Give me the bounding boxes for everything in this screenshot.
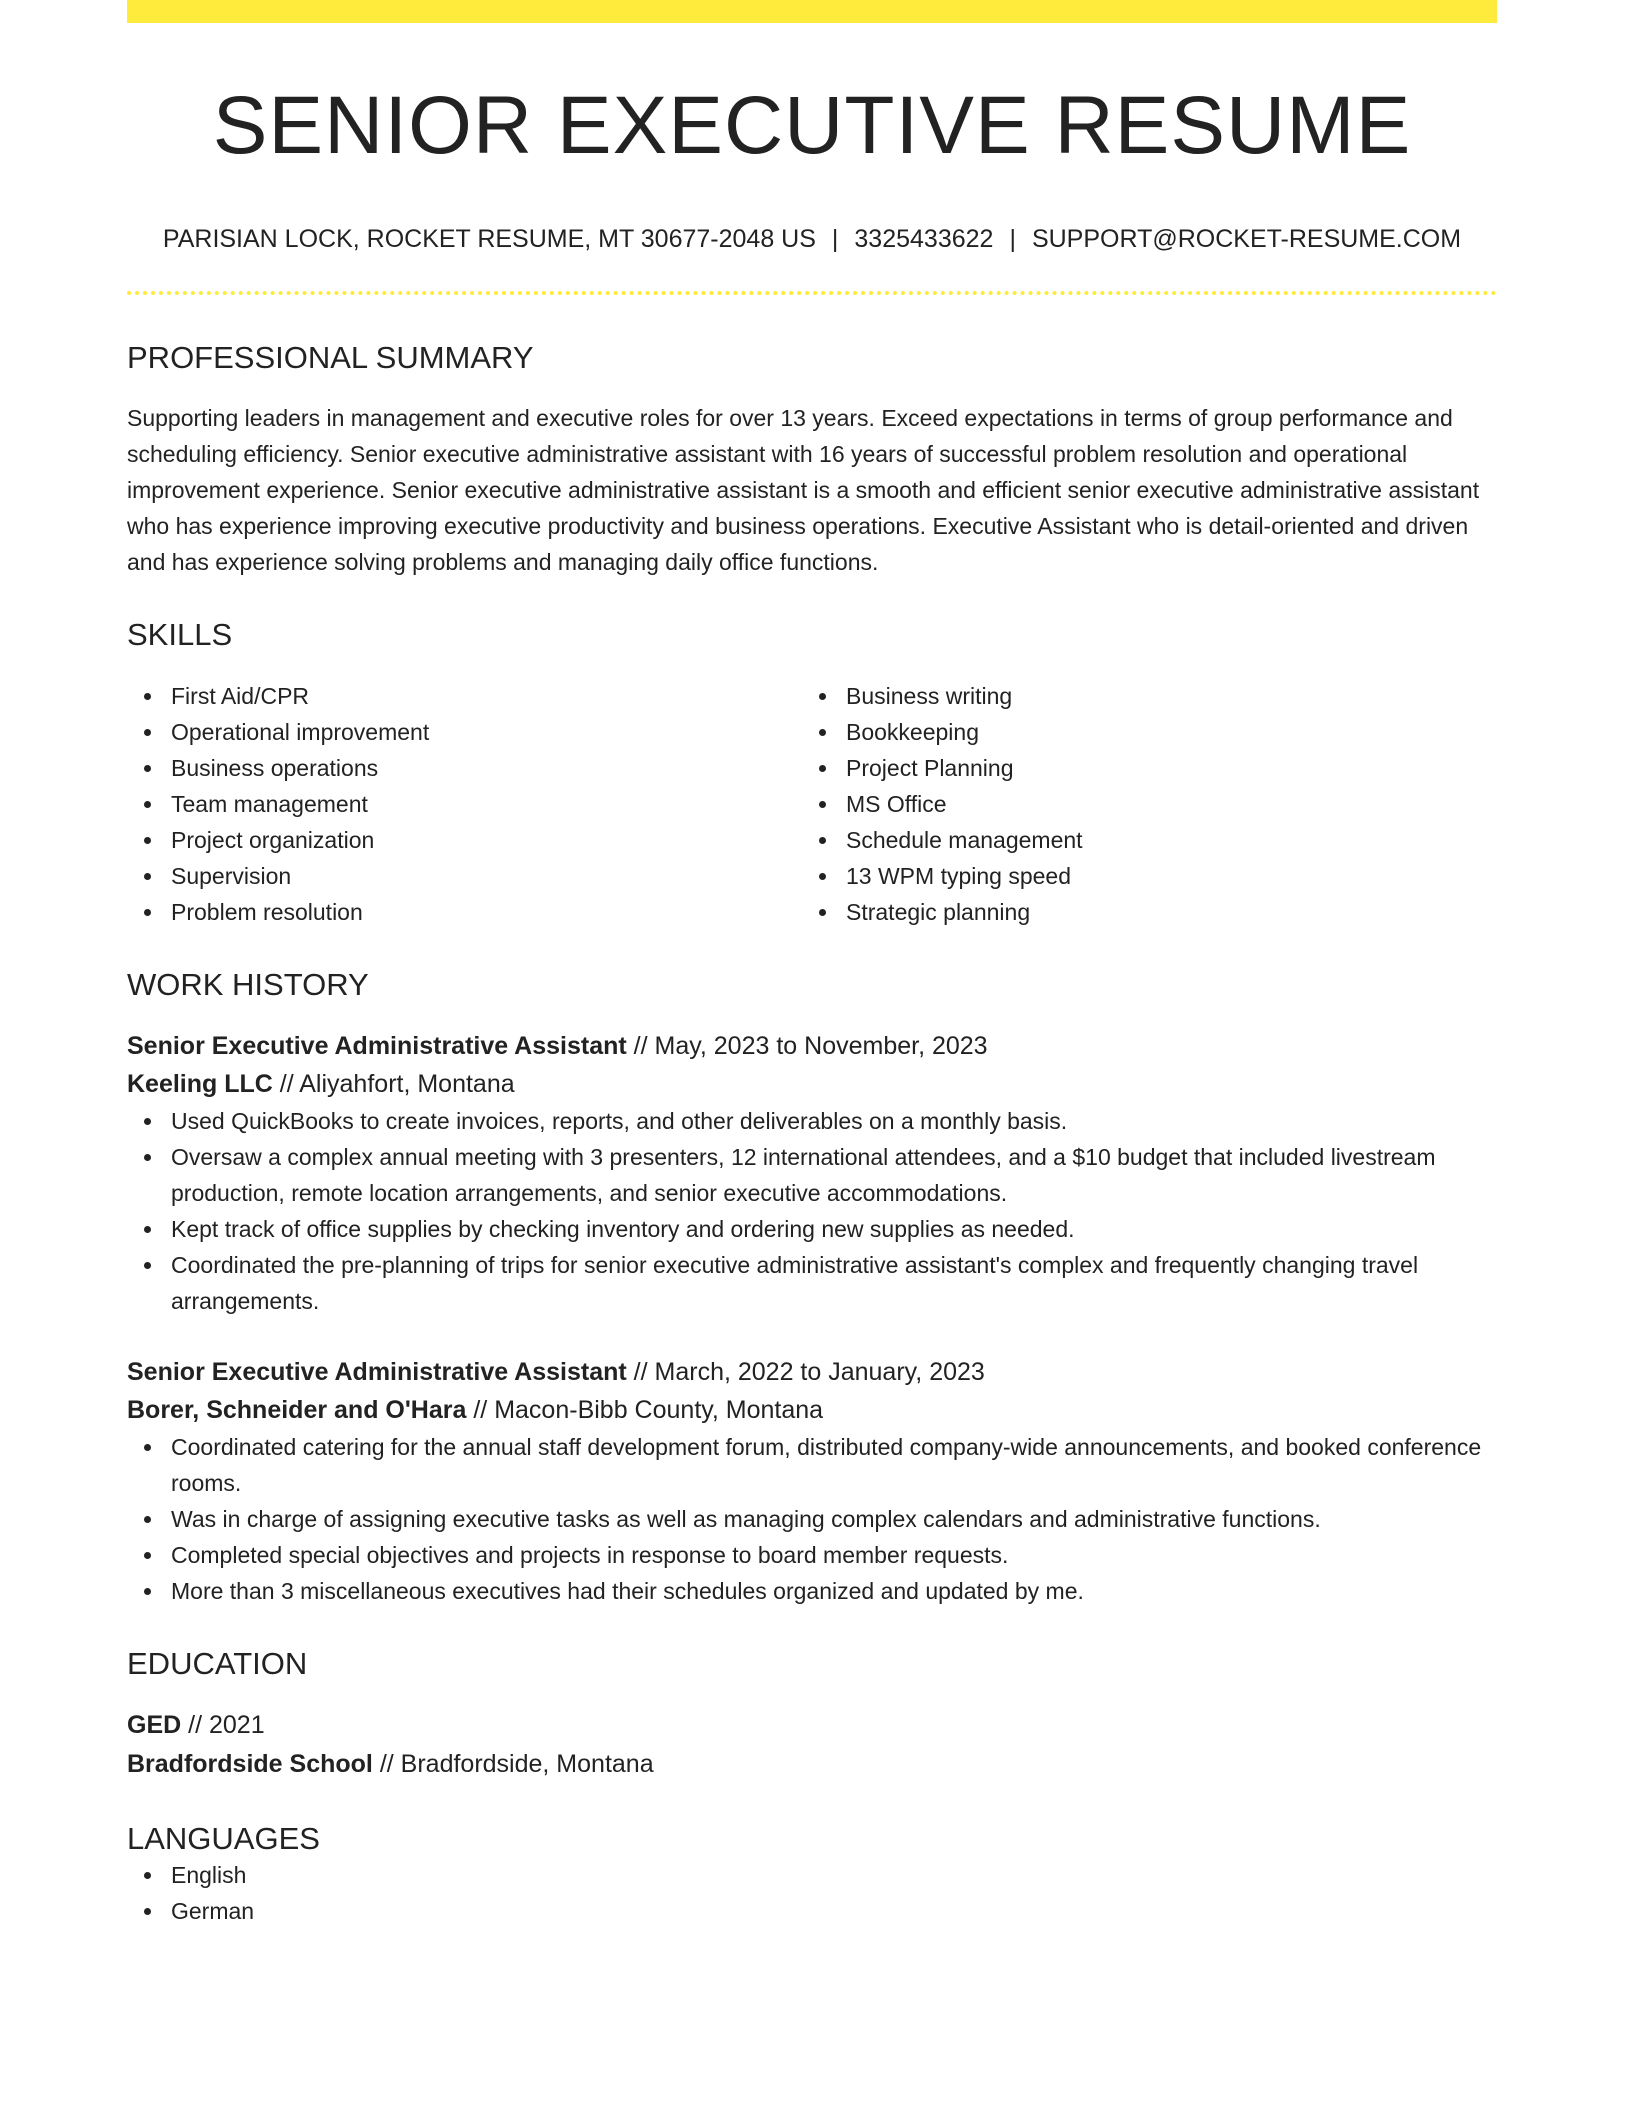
skill-item: 13 WPM typing speed — [846, 858, 1477, 894]
education-year: 2021 — [208, 1710, 265, 1739]
contact-line — [127, 224, 1497, 254]
education-degree: GED — [127, 1710, 182, 1739]
education-separator: // — [181, 1710, 209, 1739]
job-bullet: Completed special objectives and projects in response to board member requests. — [171, 1537, 1497, 1573]
job-bullet: Used QuickBooks to create invoices, reports, and other deliverables on a monthly basis. — [171, 1103, 1497, 1139]
skills-column-right — [802, 678, 1477, 930]
resume-title: SENIOR EXECUTIVE RESUME — [212, 80, 1412, 171]
job-bullet-list — [127, 1103, 1497, 1319]
section-title-education: EDUCATION — [127, 1645, 308, 1681]
education-location: Bradfordside, Montana — [400, 1749, 654, 1778]
job-role-line — [127, 1027, 1497, 1065]
skill-item: Business writing — [846, 678, 1477, 714]
skills-list-left — [127, 678, 802, 930]
language-item: German — [171, 1893, 1497, 1929]
languages-list — [127, 1857, 1497, 1929]
education-degree-line — [127, 1706, 1497, 1745]
skill-item: Supervision — [171, 858, 802, 894]
summary-text: Supporting leaders in management and executive roles for over 13 years. Exceed expectations in terms of group performance and scheduling efficiency. Senior executive administrative assistant with 16 years of successful problem resolution and operational improvement experience. Senior executive administrative assistant is a smooth and efficient senior executive administrative assistant who has experience improving executive productivity and business operations. Executive Assistant who is detail-oriented and driven and has experience solving problems and managing daily office functions. — [127, 405, 1480, 576]
job-entry — [127, 1353, 1497, 1609]
job-company-line — [127, 1065, 1497, 1103]
job-dates: March, 2022 to January, 2023 — [654, 1357, 985, 1386]
job-bullet-list — [127, 1429, 1497, 1609]
job-company: Borer, Schneider and O'Hara — [127, 1395, 467, 1424]
job-role: Senior Executive Administrative Assistant — [127, 1031, 627, 1060]
job-location: Aliyahfort, Montana — [299, 1069, 515, 1098]
contact-phone: 3325433622 — [854, 225, 994, 254]
skill-item: Operational improvement — [171, 714, 802, 750]
contact-separator: | — [1009, 225, 1016, 254]
skill-item: Schedule management — [846, 822, 1477, 858]
job-bullet: Oversaw a complex annual meeting with 3 presenters, 12 international attendees, and a $10 budget that included livestream production, remote location arrangements, and senior executive accommodations. — [171, 1139, 1497, 1211]
job-bullet: Was in charge of assigning executive tasks as well as managing complex calendars and administrative functions. — [171, 1501, 1497, 1537]
skills-grid — [127, 678, 1497, 930]
section-title-work-history: WORK HISTORY — [127, 966, 369, 1002]
education-entry — [127, 1706, 1497, 1784]
job-bullet: Coordinated catering for the annual staff development forum, distributed company-wide announcements, and booked conference rooms. — [171, 1429, 1497, 1501]
job-entry — [127, 1027, 1497, 1319]
section-title-skills: SKILLS — [127, 617, 233, 653]
skill-item: First Aid/CPR — [171, 678, 802, 714]
education-separator: // — [372, 1749, 401, 1778]
skill-item: Bookkeeping — [846, 714, 1477, 750]
job-role: Senior Executive Administrative Assistant — [127, 1357, 627, 1386]
job-bullet: More than 3 miscellaneous executives had their schedules organized and updated by me. — [171, 1573, 1497, 1609]
skill-item: MS Office — [846, 786, 1477, 822]
job-dates: May, 2023 to November, 2023 — [654, 1031, 988, 1060]
education-school-line — [127, 1745, 1497, 1784]
contact-address: PARISIAN LOCK, ROCKET RESUME, MT 30677-2048 US — [162, 225, 816, 254]
job-bullet: Coordinated the pre-planning of trips for senior executive administrative assistant's complex and frequently changing travel arrangements. — [171, 1247, 1497, 1319]
section-title-languages: LANGUAGES — [127, 1820, 320, 1856]
skill-item: Problem resolution — [171, 894, 802, 930]
language-item: English — [171, 1857, 1497, 1893]
skill-item: Team management — [171, 786, 802, 822]
skill-item: Business operations — [171, 750, 802, 786]
job-bullet: Kept track of office supplies by checking inventory and ordering new supplies as needed. — [171, 1211, 1497, 1247]
job-location: Macon-Bibb County, Montana — [494, 1395, 824, 1424]
section-title-summary: PROFESSIONAL SUMMARY — [127, 340, 534, 376]
dotted-divider — [127, 291, 1497, 295]
education-school: Bradfordside School — [127, 1749, 373, 1778]
skills-column-left — [127, 678, 802, 930]
job-company-line — [127, 1391, 1497, 1429]
skill-item: Project Planning — [846, 750, 1477, 786]
contact-separator: | — [831, 225, 839, 254]
resume-page — [127, 0, 1497, 1929]
job-separator: // — [272, 1069, 300, 1098]
contact-email: SUPPORT@ROCKET-RESUME.COM — [1031, 225, 1462, 254]
job-separator: // — [626, 1031, 655, 1060]
accent-top-bar — [127, 0, 1497, 23]
job-separator: // — [466, 1395, 495, 1424]
skill-item: Project organization — [171, 822, 802, 858]
job-company: Keeling LLC — [127, 1069, 273, 1098]
skill-item: Strategic planning — [846, 894, 1477, 930]
job-separator: // — [626, 1357, 655, 1386]
skills-list-right — [802, 678, 1477, 930]
job-role-line — [127, 1353, 1497, 1391]
